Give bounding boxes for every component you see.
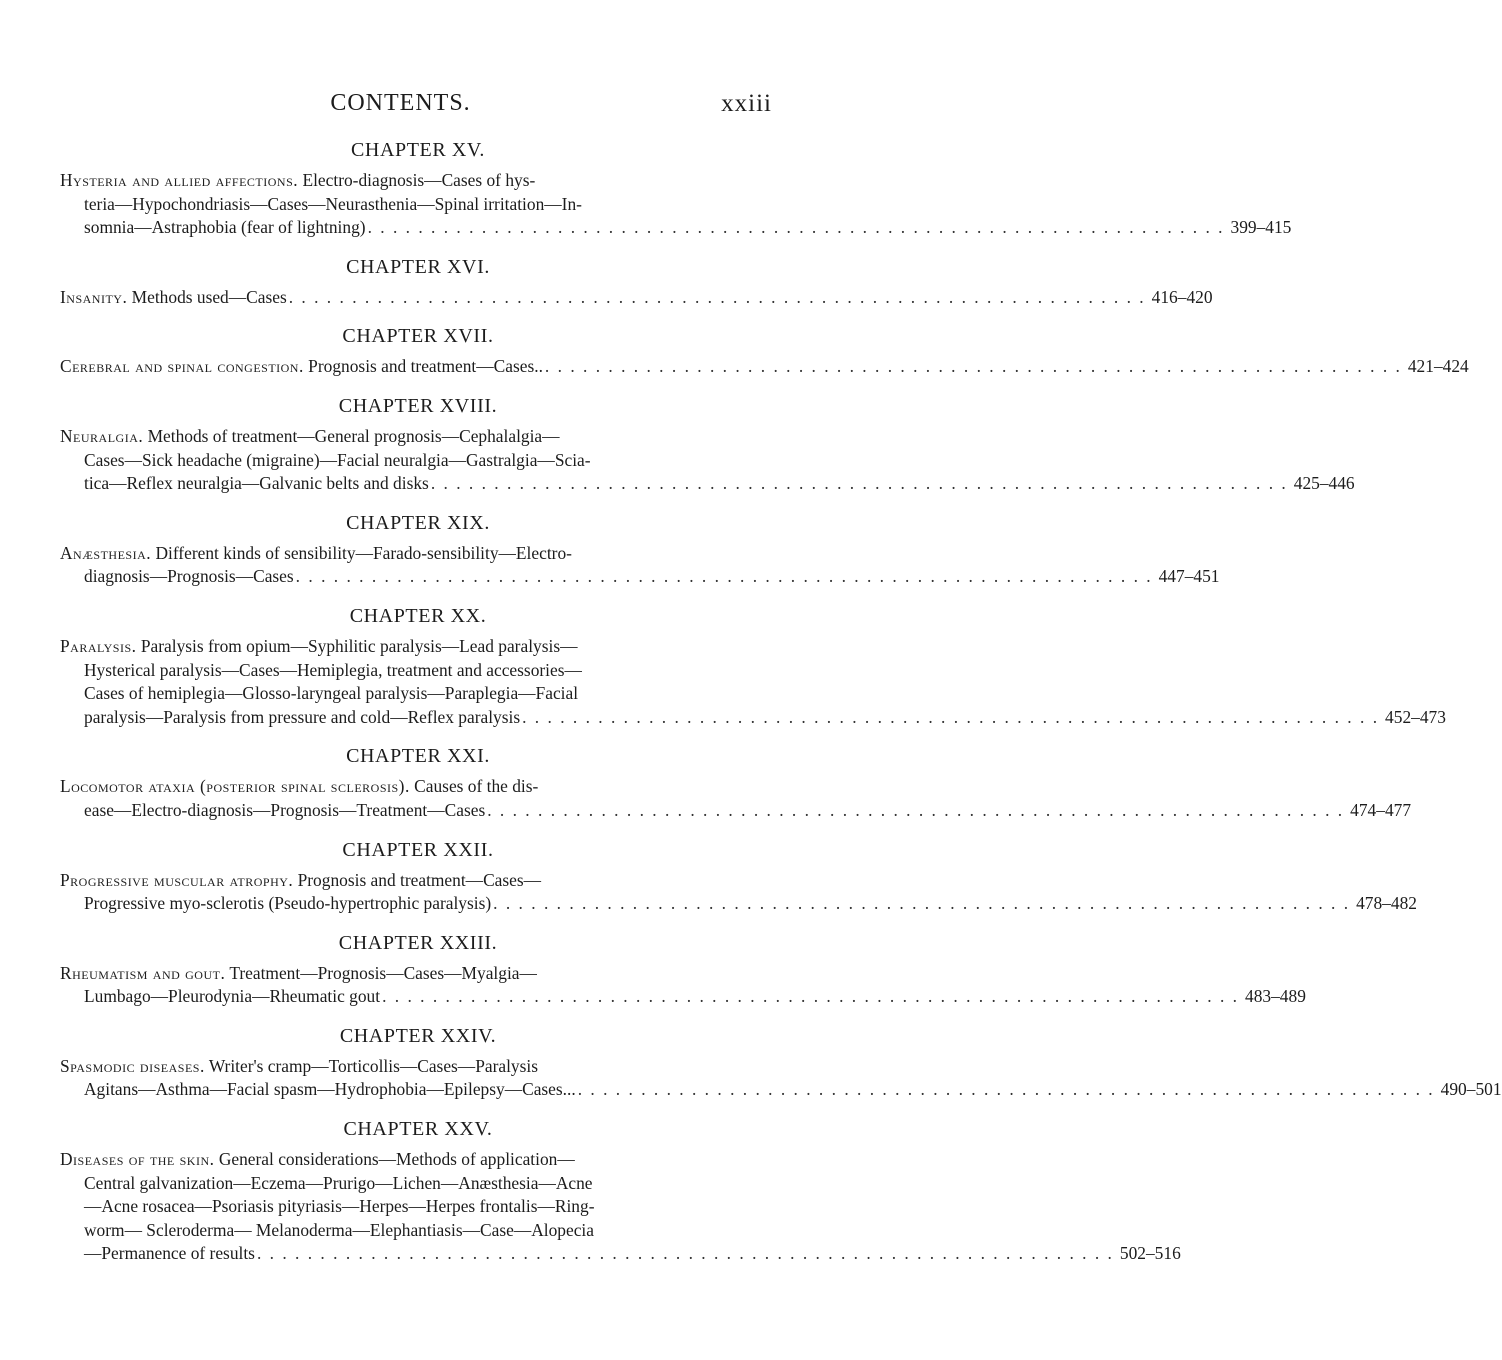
summary-line [60, 635, 776, 659]
summary-text: diagnosis—Prognosis—Cases [84, 566, 294, 587]
summary-text: paralysis—Paralysis from pressure and cold—Reflex paralysis [84, 706, 521, 727]
page-range: 474–477 [1350, 799, 1412, 820]
summary-line [60, 425, 776, 449]
summary-text: Anæsthesia. Different kinds of sensibility—Farado-sensibility—Electro- [60, 542, 572, 563]
chapter-topic: Locomotor ataxia (posterior spinal sclerosis). [60, 776, 410, 797]
chapter-topic: Cerebral and spinal congestion. [60, 356, 304, 377]
summary-line [60, 472, 1355, 496]
summary-line [60, 1078, 1502, 1102]
chapter-heading: CHAPTER XXV. [343, 1118, 493, 1141]
page-range: 425–446 [1293, 473, 1355, 494]
summary-line [60, 193, 776, 217]
page-range: 421–424 [1407, 356, 1469, 377]
chapter-entry [60, 930, 1306, 1009]
chapter-heading: CHAPTER XX. [349, 604, 487, 627]
chapter-topic: Hysteria and allied affections. [60, 170, 299, 190]
dot-leader: . . . . . . . . . . . . . . . . . . . . . . . . . . . . . . . . . . . . . . . . . . . . . . . . . . . . . . . . . . . . . . . . . . . . [487, 799, 1345, 820]
page-range: 502–516 [1119, 1243, 1181, 1264]
page-range: 447–451 [1158, 566, 1220, 587]
chapter-entry [60, 393, 1355, 496]
chapter-heading: CHAPTER XVII. [342, 325, 494, 348]
dot-leader: . . . . . . . . . . . . . . . . . . . . . . . . . . . . . . . . . . . . . . . . . . . . . . . . . . . . . . . . . . . . . . . . . . . . [430, 473, 1288, 494]
summary-line [60, 799, 1412, 823]
page-number: xxiii [721, 90, 772, 117]
chapter-summary [60, 169, 1292, 240]
summary-text: Lumbago—Pleurodynia—Rheumatic gout [84, 986, 381, 1007]
summary-line [60, 1195, 776, 1219]
page-range: 490–501 [1440, 1079, 1502, 1100]
contents-list [60, 137, 1502, 1280]
chapter-topic: Spasmodic diseases. [60, 1055, 205, 1076]
running-title: CONTENTS. [330, 90, 471, 116]
summary-text: Cases—Sick headache (migraine)—Facial neuralgia—Gastralgia—Scia- [84, 449, 591, 470]
dot-leader: . . . . . . . . . . . . . . . . . . . . . . . . . . . . . . . . . . . . . . . . . . . . . . . . . . . . . . . . . . . . . . . . . . . . [544, 356, 1402, 377]
dot-leader: . . . . . . . . . . . . . . . . . . . . . . . . . . . . . . . . . . . . . . . . . . . . . . . . . . . . . . . . . . . . . . . . . . . . [367, 217, 1225, 238]
page-range: 483–489 [1245, 986, 1306, 1007]
summary-line [60, 659, 776, 683]
chapter-summary [60, 542, 1220, 589]
chapter-heading: CHAPTER XVI. [346, 255, 490, 278]
dot-leader: . . . . . . . . . . . . . . . . . . . . . . . . . . . . . . . . . . . . . . . . . . . . . . . . . . . . . . . . . . . . . . . . . . . . [493, 893, 1351, 914]
summary-text: teria—Hypochondriasis—Cases—Neurasthenia—Spinal irritation—In- [84, 193, 582, 214]
summary-line [60, 682, 776, 706]
summary-text: Agitans—Asthma—Facial spasm—Hydrophobia—Epilepsy—Cases... [84, 1079, 576, 1100]
summary-line [60, 1219, 776, 1243]
chapter-summary [60, 425, 1355, 496]
dot-leader: . . . . . . . . . . . . . . . . . . . . . . . . . . . . . . . . . . . . . . . . . . . . . . . . . . . . . . . . . . . . . . . . . . . . [288, 286, 1146, 307]
chapter-topic: Diseases of the skin. [60, 1149, 215, 1170]
chapter-entry [60, 1116, 1181, 1266]
summary-line [60, 1055, 776, 1079]
summary-line [60, 962, 776, 986]
page-range: 416–420 [1151, 286, 1213, 307]
summary-text: —Acne rosacea—Psoriasis pityriasis—Herpes—Herpes frontalis—Ring- [84, 1196, 595, 1217]
dot-leader: . . . . . . . . . . . . . . . . . . . . . . . . . . . . . . . . . . . . . . . . . . . . . . . . . . . . . . . . . . . . . . . . . . . . [382, 986, 1240, 1007]
page-header [0, 86, 801, 126]
summary-text: Insanity. Methods used—Cases [60, 286, 287, 307]
chapter-summary [60, 962, 1306, 1009]
summary-text: Locomotor ataxia (posterior spinal sclerosis). Causes of the dis- [60, 776, 539, 797]
summary-text: —Permanence of results [84, 1243, 255, 1264]
summary-text: Progressive muscular atrophy. Prognosis and treatment—Cases— [60, 869, 542, 890]
chapter-entry [60, 1023, 1502, 1102]
summary-text: Central galvanization—Eczema—Prurigo—Lichen—Anæsthesia—Acne [84, 1172, 593, 1193]
chapter-summary [60, 355, 1469, 379]
summary-line [60, 869, 776, 893]
chapter-summary [60, 635, 1446, 729]
summary-text: Hysterical paralysis—Cases—Hemiplegia, treatment and accessories— [84, 659, 582, 680]
summary-line [60, 565, 1220, 589]
summary-text: ease—Electro-diagnosis—Prognosis—Treatment—Cases [84, 799, 486, 820]
chapter-summary [60, 869, 1417, 916]
chapter-heading: CHAPTER XXIII. [338, 931, 498, 954]
summary-text: Cerebral and spinal congestion. Prognosis and treatment—Cases.. [60, 356, 543, 377]
chapter-entry [60, 137, 1292, 240]
summary-line [60, 1242, 1181, 1266]
summary-line [60, 216, 1292, 240]
summary-text: tica—Reflex neuralgia—Galvanic belts and disks [84, 473, 429, 494]
dot-leader: . . . . . . . . . . . . . . . . . . . . . . . . . . . . . . . . . . . . . . . . . . . . . . . . . . . . . . . . . . . . . . . . . . . . [256, 1243, 1114, 1264]
summary-text: Cases of hemiplegia—Glosso-laryngeal paralysis—Paraplegia—Facial [84, 683, 579, 704]
chapter-summary [60, 286, 1213, 310]
summary-text: Rheumatism and gout. Treatment—Prognosis—Cases—Myalgia— [60, 962, 537, 983]
summary-text: Progressive myo-sclerotis (Pseudo-hypertrophic paralysis) [84, 893, 492, 914]
chapter-heading: CHAPTER XXIV. [339, 1024, 497, 1047]
chapter-heading: CHAPTER XXI. [346, 745, 490, 768]
dot-leader: . . . . . . . . . . . . . . . . . . . . . . . . . . . . . . . . . . . . . . . . . . . . . . . . . . . . . . . . . . . . . . . . . . . . [577, 1079, 1435, 1100]
chapter-topic: Rheumatism and gout. [60, 962, 226, 983]
dot-leader: . . . . . . . . . . . . . . . . . . . . . . . . . . . . . . . . . . . . . . . . . . . . . . . . . . . . . . . . . . . . . . . . . . . . [522, 706, 1380, 727]
chapter-entry [60, 603, 1446, 729]
chapter-topic: Progressive muscular atrophy. [60, 869, 294, 890]
summary-line [60, 286, 1213, 310]
summary-text: Hysteria and allied affections. Electro-diagnosis—Cases of hys- [60, 170, 536, 190]
chapter-entry [60, 254, 1213, 310]
chapter-heading: CHAPTER XV. [350, 139, 486, 161]
summary-line [60, 1172, 776, 1196]
summary-line [60, 449, 776, 473]
chapter-heading: CHAPTER XIX. [346, 511, 490, 534]
summary-line [60, 706, 1446, 730]
chapter-topic: Neuralgia. [60, 425, 144, 446]
chapter-topic: Paralysis. [60, 635, 137, 656]
summary-line [60, 775, 776, 799]
summary-text: Spasmodic diseases. Writer's cramp—Torticollis—Cases—Paralysis [60, 1055, 538, 1076]
summary-line [60, 169, 776, 193]
page-range: 478–482 [1356, 893, 1417, 914]
chapter-heading: CHAPTER XXII. [342, 838, 494, 861]
summary-line [60, 985, 1306, 1009]
dot-leader: . . . . . . . . . . . . . . . . . . . . . . . . . . . . . . . . . . . . . . . . . . . . . . . . . . . . . . . . . . . . . . . . . . . . [295, 566, 1153, 587]
summary-text: Diseases of the skin. General considerations—Methods of application— [60, 1149, 575, 1170]
chapter-entry [60, 323, 1469, 379]
summary-text: Paralysis. Paralysis from opium—Syphilitic paralysis—Lead paralysis— [60, 635, 578, 656]
chapter-entry [60, 743, 1412, 822]
chapter-summary [60, 1148, 1181, 1266]
chapter-summary [60, 775, 1412, 822]
summary-line [60, 355, 1469, 379]
page-range: 399–415 [1230, 217, 1292, 238]
chapter-entry [60, 837, 1417, 916]
page-range: 452–473 [1385, 706, 1446, 727]
chapter-summary [60, 1055, 1502, 1102]
summary-text: somnia—Astraphobia (fear of lightning) [84, 217, 366, 238]
summary-line [60, 1148, 776, 1172]
summary-text: Neuralgia. Methods of treatment—General prognosis—Cephalalgia— [60, 425, 560, 446]
summary-line [60, 892, 1417, 916]
chapter-entry [60, 510, 1220, 589]
chapter-heading: CHAPTER XVIII. [338, 394, 498, 417]
chapter-topic: Insanity. [60, 286, 128, 307]
chapter-topic: Anæsthesia. [60, 542, 152, 563]
summary-line [60, 542, 776, 566]
summary-text: worm— Scleroderma— Melanoderma—Elephantiasis—Case—Alopecia [84, 1219, 594, 1240]
